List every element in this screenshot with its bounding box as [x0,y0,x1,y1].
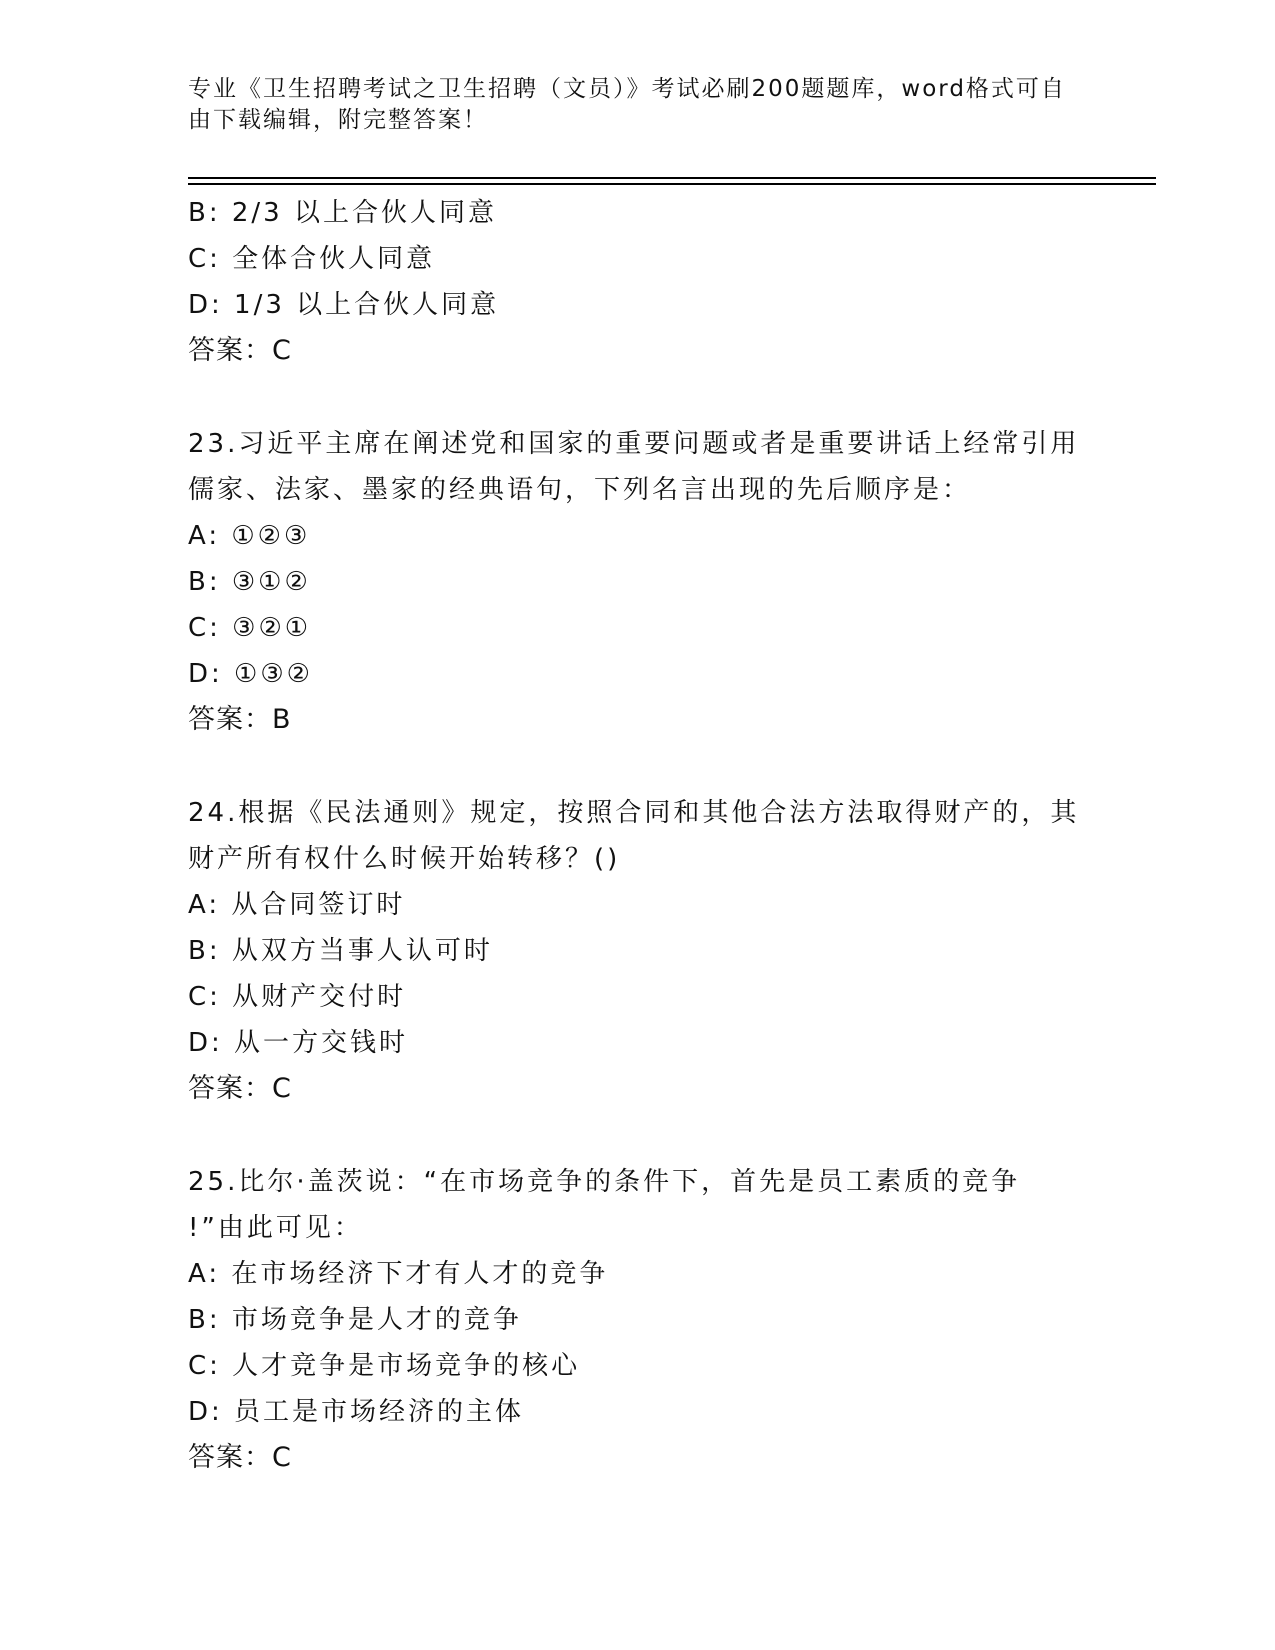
document-content [188,190,1088,1481]
question-23 [188,421,1088,743]
option-c: C: 人才竞争是市场竞争的核心 [188,1351,581,1381]
option-a: A: 在市场经济下才有人才的竞争 [188,1259,609,1289]
option-b: B: 2/3 以上合伙人同意 [188,198,497,228]
option-a: A: 从合同签订时 [188,890,406,920]
question-text-line-1: 23.习近平主席在阐述党和国家的重要问题或者是重要讲话上经常引用 [188,429,1080,459]
header-divider-top [188,177,1156,179]
option-b: B: ③①② [188,567,311,597]
header-divider-bottom [188,183,1156,185]
question-text-line-2: 儒家、法家、墨家的经典语句，下列名言出现的先后顺序是： [188,475,972,505]
option-b: B: 从双方当事人认可时 [188,936,493,966]
question-22-partial [188,190,1088,374]
option-d: D: 1/3 以上合伙人同意 [188,290,500,320]
question-text-line-2: 财产所有权什么时候开始转移？() [188,844,621,874]
option-a: A: ①②③ [188,521,311,551]
answer-line: 答案：C [188,1073,292,1104]
answer-line: 答案：B [188,704,292,735]
option-d: D: 员工是市场经济的主体 [188,1397,525,1427]
question-25 [188,1159,1088,1481]
option-c: C: ③②① [188,613,312,643]
document-header: 专业《卫生招聘考试之卫生招聘（文员）》考试必刷200题题库，word格式可自由下载编辑，附完整答案！ [188,76,1066,133]
question-text-line-2: !”由此可见： [188,1213,363,1243]
option-c: C: 全体合伙人同意 [188,244,436,274]
option-d: D: 从一方交钱时 [188,1028,409,1058]
option-d: D: ①③② [188,659,313,689]
question-text-line-1: 25.比尔·盖茨说：“在市场竞争的条件下，首先是员工素质的竞争 [188,1167,1021,1197]
question-24 [188,790,1088,1112]
answer-line: 答案：C [188,335,292,366]
option-b: B: 市场竞争是人才的竞争 [188,1305,522,1335]
question-text-line-1: 24.根据《民法通则》规定，按照合同和其他合法方法取得财产的，其 [188,798,1080,828]
answer-line: 答案：C [188,1442,292,1473]
option-c: C: 从财产交付时 [188,982,407,1012]
